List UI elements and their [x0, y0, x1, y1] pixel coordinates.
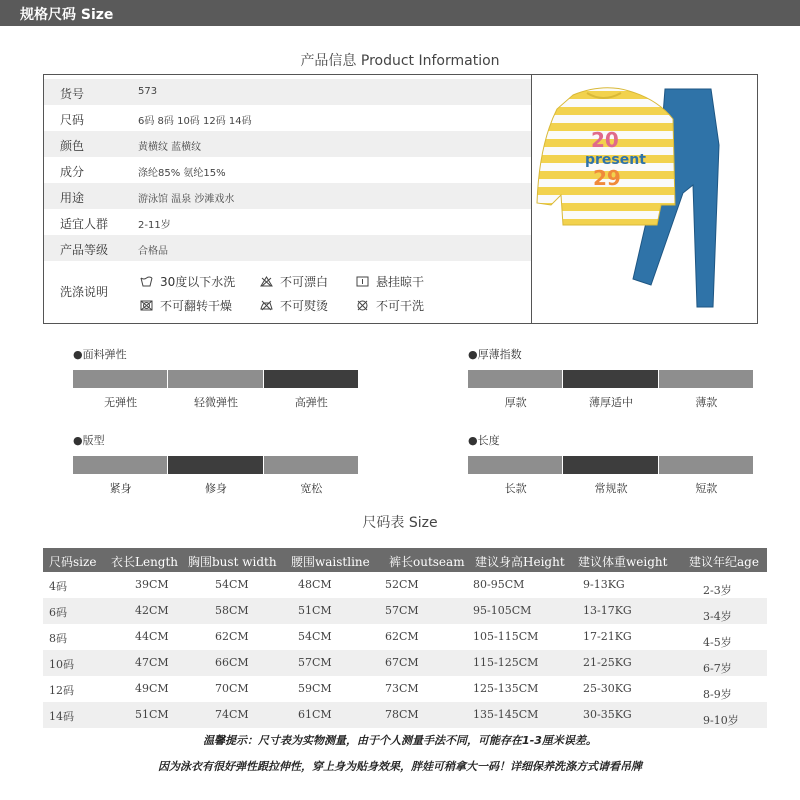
info-value: 游泳馆 温泉 沙滩戏水	[138, 194, 235, 205]
rating-title: ●长度	[468, 434, 500, 447]
hang-dry-icon	[356, 276, 369, 287]
table-cell: 42CM	[135, 604, 169, 617]
rating-title: ●版型	[73, 434, 105, 447]
rating-title: ●厚薄指数	[468, 348, 522, 361]
header-cell: 建议体重weight	[578, 555, 668, 569]
product-image	[533, 75, 758, 323]
rating-option: 轻微弹性	[193, 396, 238, 409]
rating-labels	[468, 480, 754, 496]
no-tumble-dry-icon	[140, 300, 153, 311]
table-row	[43, 572, 767, 598]
table-cell: 58CM	[215, 604, 249, 617]
info-label: 产品等级	[60, 243, 109, 257]
print-bottom: 29	[593, 166, 621, 190]
info-value: 涤纶85% 氨纶15%	[138, 168, 226, 179]
table-cell: 4-5岁	[703, 636, 732, 649]
wash-item	[260, 273, 328, 290]
rating-option: 短款	[695, 482, 718, 495]
table-cell: 9-10岁	[703, 714, 739, 727]
info-label: 货号	[60, 87, 85, 101]
table-cell: 80-95CM	[473, 578, 525, 591]
info-value: 合格品	[138, 246, 168, 257]
table-cell: 17-21KG	[583, 630, 632, 643]
table-cell: 10码	[49, 658, 74, 671]
table-cell: 49CM	[135, 682, 169, 695]
rating-title: ●面料弹性	[73, 348, 127, 361]
rating-option: 宽松	[300, 482, 323, 495]
table-cell: 14码	[49, 710, 74, 723]
header-title: 规格尺码 Size	[20, 7, 114, 23]
table-cell: 66CM	[215, 656, 249, 669]
table-cell: 62CM	[215, 630, 249, 643]
rating-bar-selected	[264, 370, 359, 388]
rating-bar	[659, 370, 754, 388]
wash-text: 悬挂晾干	[376, 275, 425, 289]
table-cell: 25-30KG	[583, 682, 632, 695]
wash-text: 不可熨烫	[280, 299, 329, 313]
wash-label: 洗涤说明	[60, 285, 109, 299]
table-cell: 74CM	[215, 708, 249, 721]
table-cell: 13-17KG	[583, 604, 632, 617]
table-cell: 12码	[49, 684, 74, 697]
table-cell: 39CM	[135, 578, 169, 591]
table-cell: 3-4岁	[703, 610, 732, 623]
info-label: 适宜人群	[60, 217, 109, 231]
table-cell: 70CM	[215, 682, 249, 695]
table-row	[43, 702, 767, 728]
table-cell: 21-25KG	[583, 656, 632, 669]
wash-text: 不可翻转干燥	[160, 299, 233, 313]
table-cell: 8码	[49, 632, 67, 645]
note-line-1: 温馨提示：尺寸表为实物测量，由于个人测量手法不同，可能存在1-3厘米误差。	[203, 734, 597, 747]
table-row	[43, 650, 767, 676]
size-table-header	[43, 548, 767, 572]
header-cell: 建议身高Height	[475, 555, 565, 569]
table-cell: 30-35KG	[583, 708, 632, 721]
rating-option: 长款	[504, 482, 527, 495]
info-row	[44, 183, 531, 209]
table-cell: 54CM	[215, 578, 249, 591]
info-label: 成分	[60, 165, 85, 179]
rating-bar-selected	[563, 456, 658, 474]
table-cell: 51CM	[298, 604, 332, 617]
rating-labels	[468, 394, 754, 410]
table-cell: 52CM	[385, 578, 419, 591]
rating-bar-selected	[168, 456, 263, 474]
product-info-box	[43, 74, 758, 324]
table-cell: 125-135CM	[473, 682, 539, 695]
info-row	[44, 235, 531, 261]
table-cell: 47CM	[135, 656, 169, 669]
wash-text: 30度以下水洗	[160, 275, 236, 289]
rating-bar	[264, 456, 359, 474]
header-cell: 尺码size	[49, 555, 97, 569]
no-iron-icon	[260, 300, 273, 311]
header-bar	[0, 0, 800, 26]
info-table	[44, 75, 532, 323]
wash-30-icon	[140, 276, 153, 287]
rating-bar-selected	[563, 370, 658, 388]
rating-bar	[168, 370, 263, 388]
rating-option: 高弹性	[294, 396, 328, 409]
info-value: 2-11岁	[138, 220, 171, 231]
info-value: 黄横纹 蓝横纹	[138, 142, 202, 153]
info-row	[44, 209, 531, 235]
info-row	[44, 131, 531, 157]
rating-bar	[659, 456, 754, 474]
table-cell: 59CM	[298, 682, 332, 695]
rating-labels	[73, 480, 359, 496]
info-label: 用途	[60, 191, 85, 205]
no-bleach-icon	[260, 276, 273, 287]
table-cell: 62CM	[385, 630, 419, 643]
rating-option: 薄款	[695, 396, 718, 409]
rating-bar	[468, 456, 563, 474]
product-info-title: 产品信息 Product Information	[300, 53, 500, 69]
table-cell: 78CM	[385, 708, 419, 721]
table-cell: 6-7岁	[703, 662, 732, 675]
info-value: 6码 8码 10码 12码 14码	[138, 116, 252, 127]
header-cell: 腰围waistline	[291, 555, 370, 569]
rating-bars	[468, 370, 754, 388]
info-value: 573	[138, 86, 158, 97]
table-cell: 2-3岁	[703, 584, 732, 597]
table-cell: 57CM	[385, 604, 419, 617]
table-cell: 54CM	[298, 630, 332, 643]
rating-bar	[73, 370, 168, 388]
table-cell: 73CM	[385, 682, 419, 695]
table-cell: 51CM	[135, 708, 169, 721]
header-cell: 建议年纪age	[689, 555, 759, 569]
wash-item	[356, 297, 424, 314]
wash-item	[140, 273, 235, 290]
table-cell: 57CM	[298, 656, 332, 669]
size-chart-title: 尺码表 Size	[362, 515, 438, 531]
rating-option: 紧身	[109, 482, 132, 495]
rating-option: 薄厚适中	[588, 396, 633, 409]
info-row	[44, 79, 531, 105]
table-cell: 8-9岁	[703, 688, 732, 701]
table-cell: 48CM	[298, 578, 332, 591]
table-cell: 135-145CM	[473, 708, 539, 721]
rating-bars	[73, 456, 359, 474]
rating-option: 无弹性	[104, 396, 138, 409]
info-label: 尺码	[60, 113, 85, 127]
table-cell: 105-115CM	[473, 630, 539, 643]
rating-labels	[73, 394, 359, 410]
table-row	[43, 624, 767, 650]
rating-bars	[468, 456, 754, 474]
table-cell: 67CM	[385, 656, 419, 669]
wash-text: 不可漂白	[280, 275, 329, 289]
wash-text: 不可干洗	[376, 299, 425, 313]
table-row	[43, 676, 767, 702]
swimsuit-illustration	[533, 75, 758, 323]
wash-item	[260, 297, 328, 314]
rating-option: 厚款	[504, 396, 527, 409]
table-row	[43, 598, 767, 624]
note-line-2: 因为泳衣有很好弹性跟拉伸性，穿上身为贴身效果，胖娃可稍拿大一码！详细保养洗涤方式请看吊牌	[158, 760, 642, 773]
rating-bar	[73, 456, 168, 474]
rating-option: 常规款	[594, 482, 628, 495]
info-row	[44, 157, 531, 183]
table-cell: 6码	[49, 606, 67, 619]
wash-item	[356, 273, 424, 290]
header-cell: 裤长outseam	[389, 555, 465, 569]
no-dry-clean-icon	[356, 300, 369, 311]
table-cell: 95-105CM	[473, 604, 532, 617]
rating-bar	[468, 370, 563, 388]
table-cell: 9-13KG	[583, 578, 625, 591]
rating-option: 修身	[204, 482, 227, 495]
info-row	[44, 105, 531, 131]
table-cell: 4码	[49, 580, 67, 593]
wash-item	[140, 297, 232, 314]
table-cell: 61CM	[298, 708, 332, 721]
info-label: 颜色	[60, 139, 85, 153]
rating-bars	[73, 370, 359, 388]
table-cell: 44CM	[135, 630, 169, 643]
print-word: present	[585, 152, 646, 168]
header-cell: 胸围bust width	[188, 555, 277, 569]
table-cell: 115-125CM	[473, 656, 539, 669]
print-top: 20	[591, 128, 619, 152]
header-cell: 衣长Length	[111, 555, 179, 569]
